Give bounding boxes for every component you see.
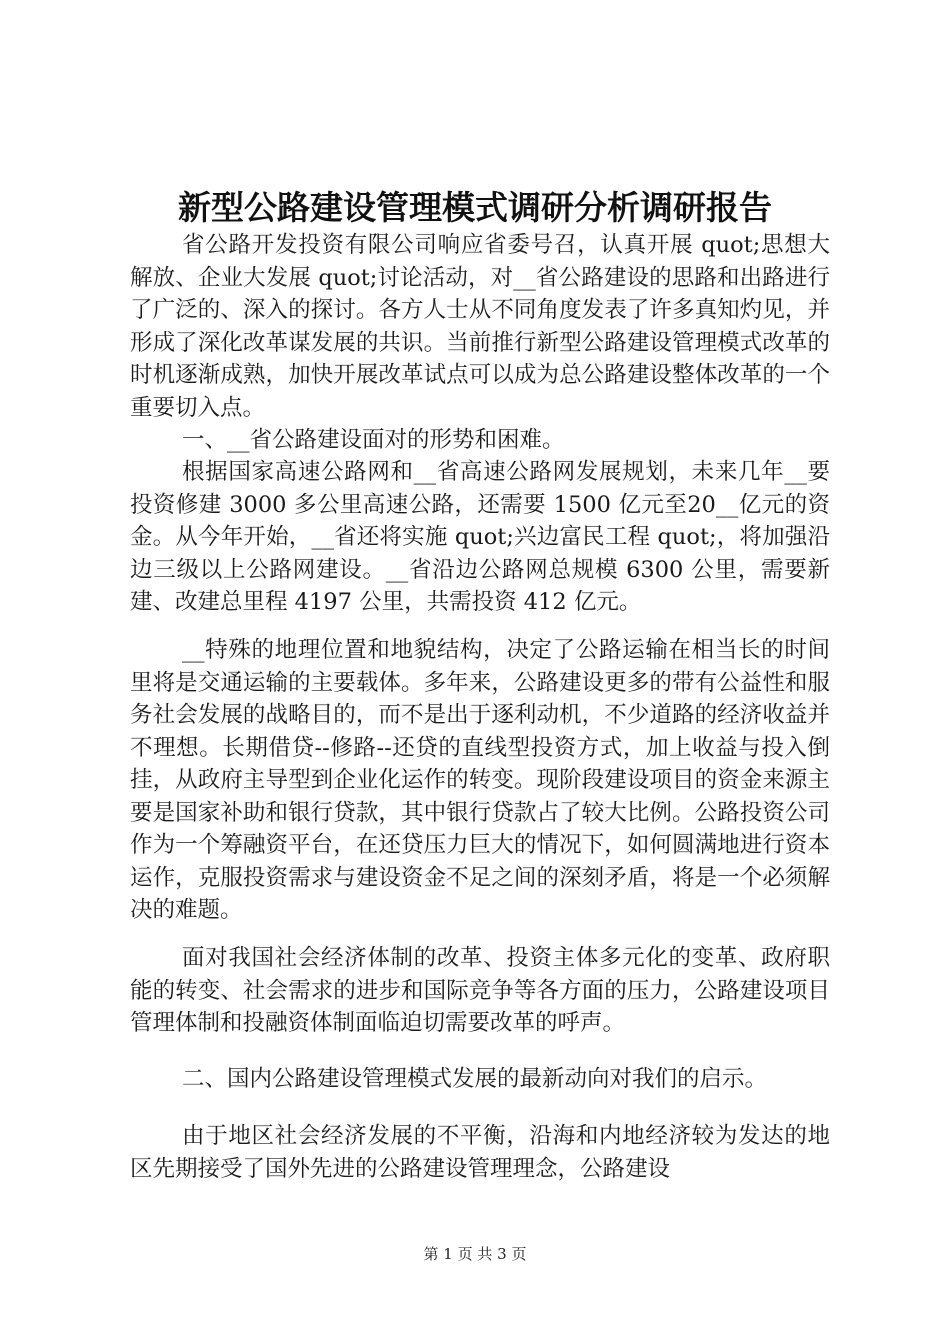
paragraph-regional: 由于地区社会经济发展的不平衡，沿海和内地经济较为发达的地区先期接受了国外先进的公路建设管理理念，公路建设 [130,1123,830,1182]
paragraph-reform-pressure: 面对我国社会经济体制的改革、投资主体多元化的变革、政府职能的转变、社会需求的进步和国际竞争等各方面的压力，公路建设项目管理体制和投融资体制面临迫切需要改革的呼声。 [130,945,830,1036]
paragraph-intro: 省公路开发投资有限公司响应省委号召，认真开展 quot;思想大解放、企业大发展 quot;讨论活动，对__省公路建设的思路和出路进行了广泛的、深入的探讨。各方人士从不同角度发表了许多真知灼见，并形成了深化改革谋发展的共识。当前推行新型公路建设管理模式改革的时机逐渐成熟，加快开展改革试点可以成为总公路建设整体改革的一个重要切入点。 [130,232,830,421]
document-title: 新型公路建设管理模式调研分析调研报告 [178,188,772,227]
section-heading-1: 一、__省公路建设面对的形势和困难。 [182,427,565,453]
paragraph-planning: 根据国家高速公路网和__省高速公路网发展规划，未来几年__要投资修建 3000 多公里高速公路，还需要 1500 亿元至20__亿元的资金。从今年开始，__省还将实施 quot;兴边富民工程 quot;，将加强沿边三级以上公路网建设。__省沿边公路网总规模 6300 公里，需要新建、改建总里程 4197 公里，共需投资 412 亿元。 [130,459,830,615]
page-number-footer: 第 1 页 共 3 页 [423,1245,527,1263]
paragraph-geography: __特殊的地理位置和地貌结构，决定了公路运输在相当长的时间里将是交通运输的主要载体。多年来，公路建设更多的带有公益性和服务社会发展的战略目的，而不是出于逐利动机，不少道路的经济收益并不理想。长期借贷--修路--还贷的直线型投资方式，加上收益与投入倒挂，从政府主导型到企业化运作的转变。现阶段建设项目的资金来源主要是国家补助和银行贷款，其中银行贷款占了较大比例。公路投资公司作为一个筹融资平台，在还贷压力巨大的情况下，如何圆满地进行资本运作，克服投资需求与建设资金不足之间的深刻矛盾，将是一个必须解决的难题。 [130,637,830,923]
section-heading-2: 二、国内公路建设管理模式发展的最新动向对我们的启示。 [182,1066,768,1092]
